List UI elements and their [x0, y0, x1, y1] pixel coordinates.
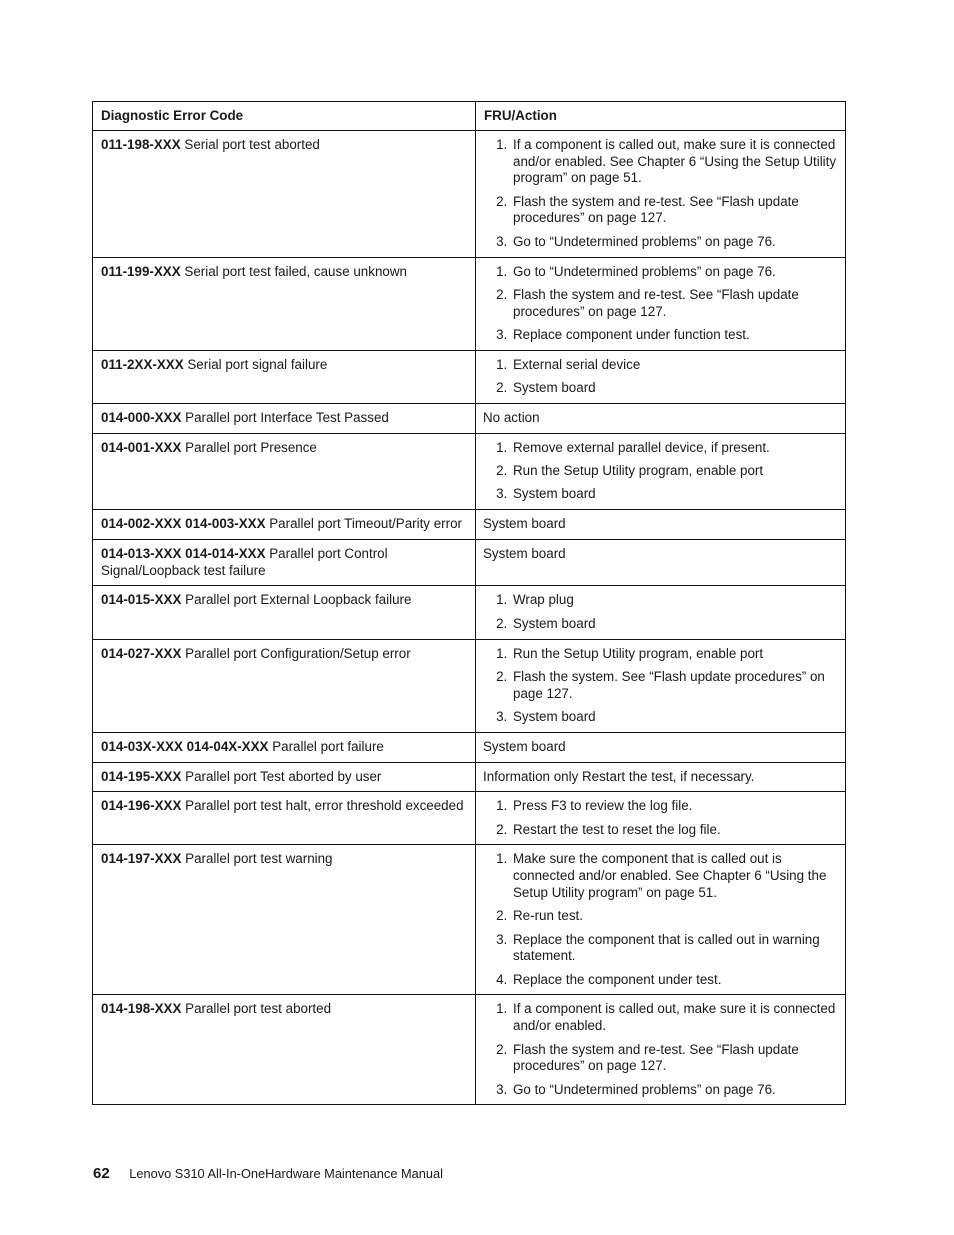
action-step: 1. Press F3 to review the log file. [511, 798, 839, 815]
table-row [93, 762, 846, 792]
table-row [93, 257, 846, 350]
error-code: 011-199-XXX [101, 263, 181, 279]
table-row [93, 130, 846, 257]
error-code-cell [93, 403, 476, 433]
action-step: 2. Flash the system. See “Flash update procedures” on page 127. [511, 669, 839, 703]
table-row [93, 995, 846, 1105]
action-step: 1. Remove external parallel device, if present. [511, 440, 839, 457]
action-steps [483, 851, 839, 988]
action-step: 2. Flash the system and re-test. See “Flash update procedures” on page 127. [511, 194, 839, 228]
error-code-cell [93, 433, 476, 509]
action-text: No action [483, 409, 540, 425]
error-code-cell [93, 845, 476, 995]
error-code-cell [93, 732, 476, 762]
fru-action-cell [476, 539, 846, 586]
error-code: 014-027-XXX [101, 645, 182, 661]
table-row [93, 433, 846, 509]
action-step: 2. Flash the system and re-test. See “Flash update procedures” on page 127. [511, 287, 839, 321]
fru-action-cell [476, 792, 846, 845]
table-row [93, 539, 846, 586]
action-step: 4. Replace the component under test. [511, 972, 839, 989]
table-body [93, 130, 846, 1105]
action-step: 1. If a component is called out, make sure it is connected and/or enabled. See Chapter 6 “Using the Setup Utility program” on page 51. [511, 137, 839, 187]
error-description: Serial port test failed, cause unknown [184, 263, 407, 279]
error-description: Parallel port test aborted [185, 1001, 332, 1017]
action-steps [483, 1001, 839, 1098]
header-fru-action: FRU/Action [476, 102, 846, 131]
action-step: 3. Go to “Undetermined problems” on page 76. [511, 234, 839, 251]
diagnostic-error-table [92, 101, 846, 1105]
action-steps [483, 264, 839, 344]
action-step: 3. System board [511, 709, 839, 726]
error-code: 014-001-XXX [101, 439, 182, 455]
error-description: Parallel port test halt, error threshold exceeded [185, 798, 464, 814]
action-step: 2. System board [511, 380, 839, 397]
error-description: Serial port signal failure [187, 356, 328, 372]
error-description: Parallel port Interface Test Passed [185, 409, 389, 425]
error-description: Parallel port Timeout/Parity error [269, 516, 462, 532]
action-step: 3. System board [511, 486, 839, 503]
error-code: 014-000-XXX [101, 409, 182, 425]
action-step: 3. Replace the component that is called out in warning statement. [511, 932, 839, 966]
fru-action-cell [476, 639, 846, 732]
table-row [93, 732, 846, 762]
error-code-cell [93, 350, 476, 403]
error-description: Parallel port Control Signal/Loopback test failure [101, 545, 388, 578]
action-text: System board [483, 738, 566, 754]
action-text: System board [483, 545, 566, 561]
error-code: 014-03X-XXX 014-04X-XXX [101, 738, 269, 754]
action-step: 2. Restart the test to reset the log file. [511, 822, 839, 839]
fru-action-cell [476, 350, 846, 403]
error-code: 014-196-XXX [101, 798, 182, 814]
table-row [93, 350, 846, 403]
table-row [93, 586, 846, 639]
error-code: 014-015-XXX [101, 592, 182, 608]
error-code: 014-013-XXX 014-014-XXX [101, 545, 266, 561]
action-step: 1. Run the Setup Utility program, enable port [511, 646, 839, 663]
error-code-cell [93, 130, 476, 257]
table-row [93, 403, 846, 433]
error-code-cell [93, 257, 476, 350]
error-description: Parallel port External Loopback failure [185, 592, 412, 608]
fru-action-cell [476, 510, 846, 540]
error-code: 014-002-XXX 014-003-XXX [101, 516, 266, 532]
table-row [93, 792, 846, 845]
fru-action-cell [476, 845, 846, 995]
error-code: 014-197-XXX [101, 851, 182, 867]
error-description: Parallel port Configuration/Setup error [185, 645, 411, 661]
fru-action-cell [476, 586, 846, 639]
error-description: Parallel port Presence [185, 439, 317, 455]
error-description: Parallel port failure [272, 738, 384, 754]
error-code-cell [93, 639, 476, 732]
fru-action-cell [476, 732, 846, 762]
action-step: 2. Re-run test. [511, 908, 839, 925]
error-description: Serial port test aborted [184, 136, 320, 152]
error-code: 011-198-XXX [101, 136, 181, 152]
error-code: 014-198-XXX [101, 1001, 182, 1017]
fru-action-cell [476, 403, 846, 433]
action-steps [483, 440, 839, 503]
error-code-cell [93, 586, 476, 639]
error-code-cell [93, 762, 476, 792]
action-step: 3. Go to “Undetermined problems” on page 76. [511, 1082, 839, 1099]
fru-action-cell [476, 433, 846, 509]
action-step: 2. Flash the system and re-test. See “Flash update procedures” on page 127. [511, 1042, 839, 1076]
action-step: 3. Replace component under function test. [511, 327, 839, 344]
error-code-cell [93, 792, 476, 845]
action-steps [483, 137, 839, 251]
header-diagnostic-error-code: Diagnostic Error Code [93, 102, 476, 131]
fru-action-cell [476, 257, 846, 350]
manual-title: Lenovo S310 All-In-OneHardware Maintenance Manual [129, 1166, 443, 1181]
action-text: Information only Restart the test, if necessary. [483, 768, 755, 784]
error-code: 011-2XX-XXX [101, 356, 184, 372]
error-description: Parallel port Test aborted by user [185, 768, 382, 784]
action-steps [483, 357, 839, 397]
action-step: 1. Wrap plug [511, 592, 839, 609]
error-code: 014-195-XXX [101, 768, 182, 784]
fru-action-cell [476, 995, 846, 1105]
error-code-cell [93, 995, 476, 1105]
action-step: 2. Run the Setup Utility program, enable port [511, 463, 839, 480]
action-step: 2. System board [511, 616, 839, 633]
action-steps [483, 646, 839, 726]
table-row [93, 639, 846, 732]
action-step: 1. External serial device [511, 357, 839, 374]
action-text: System board [483, 516, 566, 532]
table-row [93, 510, 846, 540]
action-steps [483, 592, 839, 632]
fru-action-cell [476, 762, 846, 792]
error-description: Parallel port test warning [185, 851, 333, 867]
fru-action-cell [476, 130, 846, 257]
page-number: 62 [93, 1165, 110, 1182]
action-steps [483, 798, 839, 838]
table-header-row [93, 102, 846, 131]
action-step: 1. Make sure the component that is called out is connected and/or enabled. See Chapter 6 “Using the Setup Utility program” on page 51. [511, 851, 839, 901]
page-footer [93, 1164, 443, 1184]
table-row [93, 845, 846, 995]
action-step: 1. Go to “Undetermined problems” on page 76. [511, 264, 839, 281]
action-step: 1. If a component is called out, make sure it is connected and/or enabled. [511, 1001, 839, 1035]
error-code-cell [93, 539, 476, 586]
error-code-cell [93, 510, 476, 540]
